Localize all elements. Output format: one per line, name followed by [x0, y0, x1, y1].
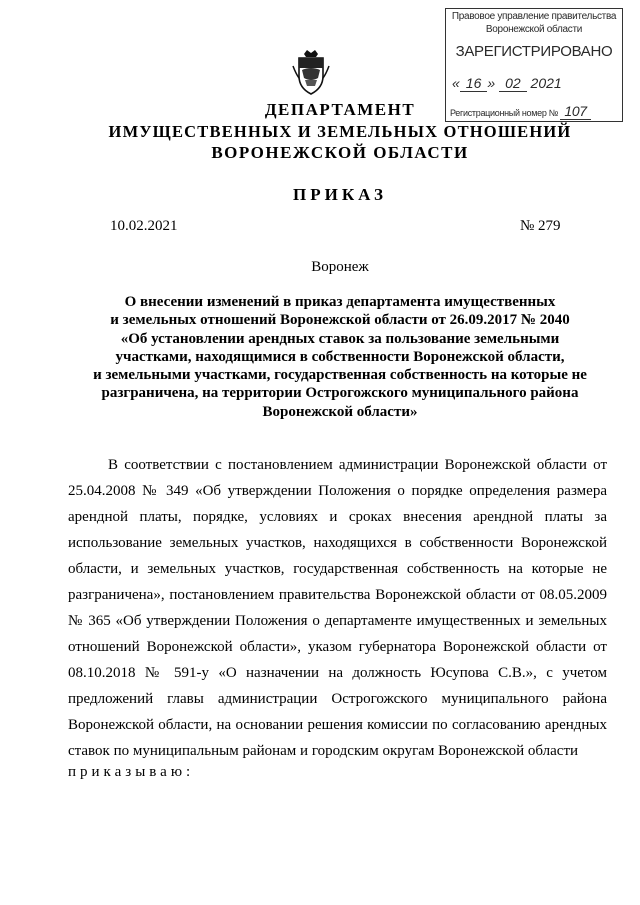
- document-date: 10.02.2021: [110, 218, 178, 234]
- title-line: и земельных отношений Воронежской области от 26.09.2017 № 2040: [110, 312, 570, 329]
- department-title-line-3: ВОРОНЕЖСКОЙ ОБЛАСТИ: [211, 143, 469, 162]
- order-word: приказываю:: [68, 764, 195, 780]
- stamp-date: « 16 » 02 2021: [452, 75, 562, 91]
- stamp-day: 16: [460, 75, 488, 92]
- title-line: участками, находящимися в собственности Воронежской области,: [115, 348, 565, 365]
- stamp-line-1: Правовое управление правительства: [451, 11, 617, 22]
- body-paragraph: В соответствии с постановлением администрации Воронежской области от 25.04.2008 № 349 «Об утверждении Положения о порядке определения размера арендной платы, порядке, условиях и сроках внесения арендной платы за использование земельных участков, находящихся в собственности Воронежской области, и земельных участков, государственная собственность на которые не разграничена», постановлением правительства Воронежской области от 08.05.2009 № 365 «Об утверждении Положения о департаменте имущественных и земельных отношений Воронежской области», указом губернатора Воронежской области от 08.10.2018 № 591-у «О назначении на должность Юсупова С.В.», с учетом предложений главы администрации Острогожского муниципального района Воронежской области, на основании решения комиссии по согласованию арендных ставок по муниципальным районам и городским округам Воронежской области: [68, 457, 607, 759]
- coat-of-arms-emblem: [292, 48, 330, 96]
- stamp-year: 2021: [530, 75, 562, 91]
- document-type: ПРИКАЗ: [293, 185, 387, 204]
- document-city: Воронеж: [311, 259, 369, 275]
- document-number: № 279: [520, 218, 561, 234]
- document-body: [68, 452, 607, 764]
- department-title-line-2: ИМУЩЕСТВЕННЫХ И ЗЕМЕЛЬНЫХ ОТНОШЕНИЙ: [108, 122, 572, 141]
- title-line: О внесении изменений в приказ департамента имущественных: [124, 294, 556, 310]
- title-line: «Об установлении арендных ставок за пользование земельными: [120, 330, 560, 347]
- stamp-reg-value: 107: [560, 103, 590, 120]
- stamp-reg-label: Регистрационный номер №: [450, 108, 559, 118]
- stamp-line-2: Воронежской области: [485, 24, 583, 35]
- title-line: разграничена, на территории Острогожского муниципального района: [101, 385, 579, 402]
- stamp-month: 02: [499, 75, 527, 92]
- title-line: и земельными участками, государственная собственность на которые не: [93, 367, 587, 384]
- title-line: Воронежской области»: [262, 403, 418, 420]
- department-title-line-1: ДЕПАРТАМЕНТ: [264, 100, 416, 119]
- document-title: [80, 293, 600, 421]
- stamp-status: ЗАРЕГИСТРИРОВАНО: [455, 43, 613, 60]
